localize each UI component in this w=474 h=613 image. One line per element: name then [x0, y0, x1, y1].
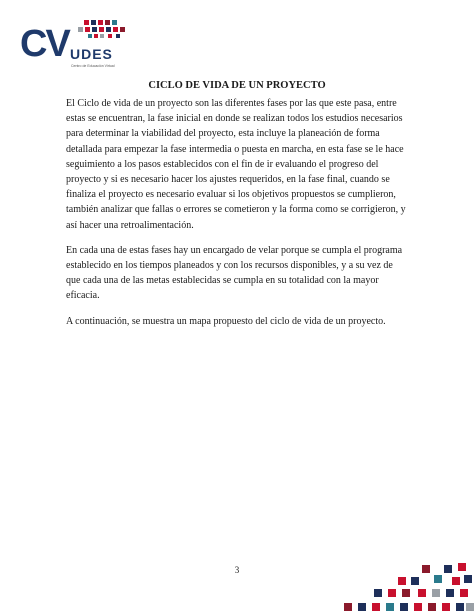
cvudes-logo — [20, 20, 130, 68]
page-number: 3 — [234, 565, 240, 575]
decorative-squares-icon — [294, 563, 474, 613]
paragraph-2: En cada una de estas fases hay un encargado de velar porque se cumpla el programa establecido en los tiempos planeados y con los recursos disponibles, y a su vez de que cada una de las metas establecidas se cumpla en su totalidad con la mayor eficacia. — [66, 244, 403, 302]
document-title: CICLO DE VIDA DE UN PROYECTO — [148, 80, 326, 91]
logo-tagline: Centro de Educación Virtual — [71, 64, 115, 68]
document-body — [66, 96, 406, 339]
paragraph-1: El Ciclo de vida de un proyecto son las diferentes fases por las que este pasa, entre estas se encuentran, la fase inicial en donde se realizan todos los estudios necesarios para determinar la viabilidad del proyecto, esta incluye la planeación de forma detallada para empezar la fase intermedia o puesta en marcha, en esta fase se le hace seguimiento a los pasos establecidos con el fin de ir evaluando el progreso del proyecto y si es necesario hacer los ajustes requeridos, en la fase final, cuando se finaliza el proyecto es necesario evaluar si los objetivos propuestos se cumplieron, también analizar que fallas o errores se cometieron y la forma como se corrigieron, y así hacer una retroalimentación. — [66, 98, 406, 231]
logo-pixel-grid-icon — [78, 20, 126, 44]
logo-cv-text: CV — [20, 23, 69, 65]
paragraph-3: A continuación, se muestra un mapa propuesto del ciclo de vida de un proyecto. — [66, 315, 386, 327]
logo-udes-text: UDES — [70, 46, 113, 62]
